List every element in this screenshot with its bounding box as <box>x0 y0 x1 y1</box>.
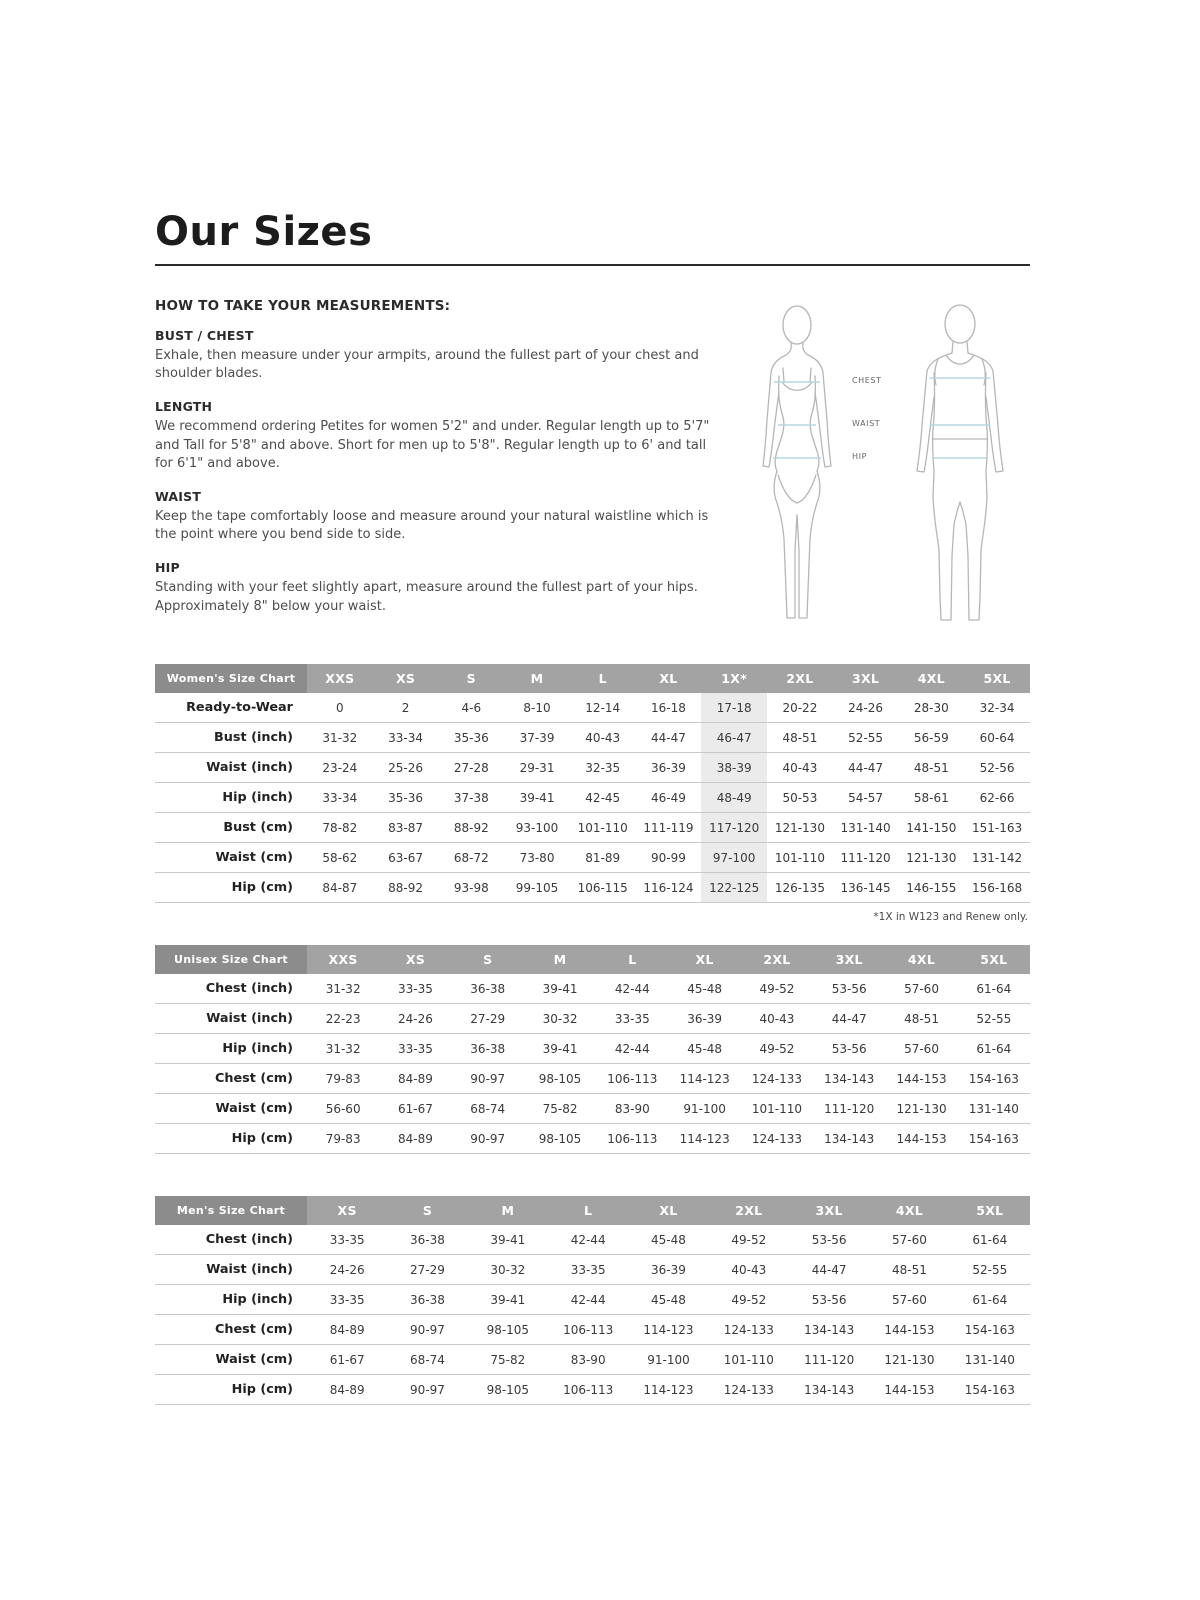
row-label: Chest (cm) <box>215 1071 293 1086</box>
size-column-header: 3XL <box>813 945 885 974</box>
table-row <box>155 1345 1030 1375</box>
size-value-cell: 106-113 <box>607 1071 658 1086</box>
size-value-cell: 144-153 <box>884 1382 935 1397</box>
size-value-cell: 61-67 <box>329 1352 365 1367</box>
size-value-cell: 144-153 <box>896 1071 947 1086</box>
size-value-cell: 111-120 <box>804 1352 855 1367</box>
size-value-cell: 111-120 <box>824 1101 875 1116</box>
size-value-cell: 30-32 <box>490 1262 526 1277</box>
size-column-header: M <box>524 945 596 974</box>
size-chart-footnote: *1X in W123 and Renew only. <box>873 911 1028 923</box>
row-label: Waist (inch) <box>206 1011 293 1026</box>
size-value-cell: 114-123 <box>643 1322 694 1337</box>
size-value-cell: 4-6 <box>461 700 482 715</box>
size-value-cell: 42-44 <box>614 1041 650 1056</box>
table-row <box>155 1375 1030 1405</box>
size-value-cell: 23-24 <box>322 760 358 775</box>
size-value-cell: 114-123 <box>679 1131 730 1146</box>
row-label: Chest (cm) <box>215 1322 293 1337</box>
size-value-cell: 114-123 <box>679 1071 730 1086</box>
size-value-cell: 61-64 <box>972 1292 1008 1307</box>
size-table <box>155 1196 1030 1405</box>
size-value-cell: 75-82 <box>490 1352 526 1367</box>
row-label: Hip (cm) <box>231 1131 293 1146</box>
size-value-cell: 117-120 <box>701 813 767 843</box>
size-value-cell: 124-133 <box>723 1322 774 1337</box>
size-value-cell: 116-124 <box>643 880 694 895</box>
row-label: Waist (cm) <box>215 850 293 865</box>
size-value-cell: 83-90 <box>614 1101 650 1116</box>
size-value-cell: 27-28 <box>453 760 489 775</box>
size-column-header: S <box>387 1196 467 1225</box>
size-value-cell: 58-61 <box>913 790 949 805</box>
section-heading: HIP <box>155 560 180 576</box>
size-value-cell: 37-39 <box>519 730 555 745</box>
size-value-cell: 111-120 <box>840 850 891 865</box>
size-value-cell: 146-155 <box>906 880 957 895</box>
section-waist <box>155 489 727 544</box>
table-row <box>155 723 1030 753</box>
page-title: Our Sizes <box>155 209 373 255</box>
size-value-cell: 53-56 <box>831 1041 867 1056</box>
size-column-header: XXS <box>307 945 379 974</box>
size-value-cell: 36-38 <box>410 1232 445 1247</box>
size-value-cell: 91-100 <box>647 1352 690 1367</box>
size-value-cell: 36-38 <box>470 981 506 996</box>
section-body: Exhale, then measure under your armpits, around the fullest part of your chest and shoulder blades. <box>155 348 699 382</box>
size-value-cell: 46-49 <box>651 790 686 805</box>
size-value-cell: 40-43 <box>759 1011 795 1026</box>
size-value-cell: 83-87 <box>388 820 424 835</box>
size-value-cell: 25-26 <box>388 760 424 775</box>
header-row <box>155 1196 1030 1225</box>
size-value-cell: 97-100 <box>701 843 767 873</box>
size-value-cell: 151-163 <box>972 820 1023 835</box>
size-value-cell: 90-97 <box>470 1131 506 1146</box>
size-value-cell: 78-82 <box>322 820 358 835</box>
size-value-cell: 121-130 <box>774 820 825 835</box>
size-column-header: XS <box>373 664 439 693</box>
size-value-cell: 0 <box>336 700 344 715</box>
mens-size-chart <box>155 1196 1030 1405</box>
size-value-cell: 53-56 <box>811 1292 847 1307</box>
size-value-cell: 44-47 <box>651 730 686 745</box>
size-value-cell: 124-133 <box>751 1071 802 1086</box>
size-value-cell: 61-64 <box>976 1041 1012 1056</box>
table-row <box>155 1064 1030 1094</box>
size-value-cell: 73-80 <box>519 850 555 865</box>
size-value-cell: 58-62 <box>322 850 358 865</box>
section-heading: LENGTH <box>155 399 213 415</box>
size-value-cell: 33-35 <box>398 1041 433 1056</box>
size-value-cell: 31-32 <box>325 1041 361 1056</box>
size-value-cell: 8-10 <box>523 700 551 715</box>
size-value-cell: 84-89 <box>329 1322 365 1337</box>
size-column-header: M <box>504 664 570 693</box>
size-value-cell: 52-56 <box>979 760 1015 775</box>
size-value-cell: 131-140 <box>968 1101 1019 1116</box>
size-value-cell: 22-23 <box>325 1011 361 1026</box>
size-value-cell: 156-168 <box>972 880 1023 895</box>
size-value-cell: 31-32 <box>322 730 358 745</box>
size-value-cell: 20-22 <box>782 700 818 715</box>
section-bust-chest <box>155 328 727 383</box>
figure-label-hip: HIP <box>852 452 867 461</box>
size-value-cell: 57-60 <box>892 1292 927 1307</box>
size-value-cell: 61-64 <box>972 1232 1008 1247</box>
row-label: Hip (inch) <box>222 1041 293 1056</box>
row-label: Waist (cm) <box>215 1101 293 1116</box>
woman-figure-illustration <box>745 298 850 646</box>
size-value-cell: 121-130 <box>906 850 957 865</box>
size-value-cell: 81-89 <box>585 850 621 865</box>
size-value-cell: 48-51 <box>782 730 818 745</box>
size-value-cell: 131-142 <box>972 850 1023 865</box>
size-value-cell: 52-55 <box>972 1262 1008 1277</box>
size-value-cell: 57-60 <box>904 1041 939 1056</box>
size-value-cell: 101-110 <box>723 1352 774 1367</box>
size-value-cell: 63-67 <box>388 850 424 865</box>
size-value-cell: 90-97 <box>410 1382 445 1397</box>
size-value-cell: 40-43 <box>782 760 818 775</box>
row-label: Chest (inch) <box>205 981 293 996</box>
size-value-cell: 106-113 <box>607 1131 658 1146</box>
size-value-cell: 53-56 <box>831 981 867 996</box>
size-value-cell: 49-52 <box>731 1292 767 1307</box>
size-value-cell: 36-39 <box>651 1262 686 1277</box>
row-label: Bust (cm) <box>223 820 293 835</box>
size-value-cell: 84-87 <box>322 880 358 895</box>
size-value-cell: 84-89 <box>398 1071 433 1086</box>
size-value-cell: 48-51 <box>892 1262 927 1277</box>
size-value-cell: 33-35 <box>398 981 433 996</box>
instructions-text-column <box>155 298 727 632</box>
size-value-cell: 27-29 <box>470 1011 506 1026</box>
size-value-cell: 36-38 <box>470 1041 506 1056</box>
size-value-cell: 24-26 <box>848 700 884 715</box>
table-row <box>155 1094 1030 1124</box>
section-hip <box>155 560 727 615</box>
size-value-cell: 45-48 <box>651 1232 686 1247</box>
table-title: Unisex Size Chart <box>155 945 307 974</box>
table-row <box>155 1315 1030 1345</box>
size-value-cell: 106-113 <box>563 1322 614 1337</box>
title-divider <box>155 264 1030 266</box>
size-value-cell: 122-125 <box>701 873 767 903</box>
measurement-figures <box>745 298 1030 646</box>
size-value-cell: 36-39 <box>687 1011 723 1026</box>
size-value-cell: 56-60 <box>325 1101 361 1116</box>
size-value-cell: 42-44 <box>614 981 650 996</box>
size-column-header: M <box>468 1196 548 1225</box>
size-value-cell: 90-97 <box>470 1071 506 1086</box>
size-value-cell: 30-32 <box>542 1011 578 1026</box>
size-column-header: L <box>548 1196 628 1225</box>
size-value-cell: 44-47 <box>811 1262 847 1277</box>
size-value-cell: 61-64 <box>976 981 1012 996</box>
size-value-cell: 40-43 <box>731 1262 767 1277</box>
size-value-cell: 101-110 <box>774 850 825 865</box>
row-label: Waist (inch) <box>206 1262 293 1277</box>
size-value-cell: 68-74 <box>470 1101 506 1116</box>
man-figure-illustration <box>890 298 1030 646</box>
size-value-cell: 38-39 <box>701 753 767 783</box>
table-title: Women's Size Chart <box>155 664 307 693</box>
size-value-cell: 90-97 <box>410 1322 445 1337</box>
size-column-header: 4XL <box>885 945 957 974</box>
row-label: Ready-to-Wear <box>186 700 293 715</box>
size-value-cell: 134-143 <box>804 1322 855 1337</box>
size-value-cell: 121-130 <box>896 1101 947 1116</box>
size-value-cell: 33-35 <box>329 1232 365 1247</box>
size-column-header: 4XL <box>898 664 964 693</box>
size-value-cell: 24-26 <box>398 1011 433 1026</box>
size-column-header: XL <box>628 1196 708 1225</box>
table-row <box>155 1285 1030 1315</box>
table-row <box>155 974 1030 1004</box>
size-value-cell: 2 <box>401 700 410 715</box>
size-value-cell: 106-115 <box>577 880 628 895</box>
section-body: Keep the tape comfortably loose and measure around your natural waistline which is the point where you bend side to side. <box>155 508 709 543</box>
size-value-cell: 57-60 <box>904 981 939 996</box>
size-value-cell: 134-143 <box>824 1131 875 1146</box>
row-label: Waist (inch) <box>206 760 293 775</box>
size-value-cell: 39-41 <box>542 1041 578 1056</box>
size-value-cell: 27-29 <box>410 1262 445 1277</box>
size-value-cell: 16-18 <box>651 700 686 715</box>
size-value-cell: 44-47 <box>848 760 884 775</box>
measurement-instructions <box>155 298 1030 646</box>
size-column-header: XS <box>379 945 451 974</box>
size-value-cell: 83-90 <box>570 1352 606 1367</box>
size-value-cell: 17-18 <box>701 693 767 723</box>
size-value-cell: 56-59 <box>913 730 949 745</box>
size-value-cell: 31-32 <box>325 981 361 996</box>
table-row <box>155 1034 1030 1064</box>
table-row <box>155 783 1030 813</box>
size-value-cell: 33-35 <box>570 1262 606 1277</box>
size-value-cell: 93-98 <box>453 880 489 895</box>
size-value-cell: 144-153 <box>896 1131 947 1146</box>
size-table <box>155 664 1030 903</box>
size-value-cell: 141-150 <box>906 820 957 835</box>
size-value-cell: 154-163 <box>968 1131 1019 1146</box>
size-value-cell: 62-66 <box>979 790 1015 805</box>
size-value-cell: 68-72 <box>453 850 489 865</box>
size-column-header: L <box>596 945 668 974</box>
size-value-cell: 45-48 <box>687 1041 723 1056</box>
table-row <box>155 843 1030 873</box>
size-value-cell: 48-51 <box>904 1011 939 1026</box>
size-value-cell: 39-41 <box>490 1292 526 1307</box>
size-value-cell: 154-163 <box>964 1382 1015 1397</box>
size-value-cell: 33-34 <box>322 790 358 805</box>
size-column-header: XL <box>636 664 702 693</box>
row-label: Hip (inch) <box>222 790 293 805</box>
size-value-cell: 93-100 <box>515 820 559 835</box>
size-column-header: 4XL <box>869 1196 949 1225</box>
size-value-cell: 121-130 <box>884 1352 935 1367</box>
size-column-header: 5XL <box>964 664 1030 693</box>
section-body: Standing with your feet slightly apart, measure around the fullest part of your hips. Approximately 8" below your waist. <box>155 580 698 614</box>
size-value-cell: 91-100 <box>683 1101 726 1116</box>
size-value-cell: 60-64 <box>979 730 1015 745</box>
size-value-cell: 54-57 <box>848 790 884 805</box>
size-value-cell: 98-105 <box>538 1131 582 1146</box>
size-column-header: 5XL <box>950 1196 1030 1225</box>
size-value-cell: 48-49 <box>701 783 767 813</box>
size-value-cell: 99-105 <box>515 880 559 895</box>
how-to-heading: HOW TO TAKE YOUR MEASUREMENTS: <box>155 298 451 314</box>
size-value-cell: 28-30 <box>913 700 949 715</box>
size-value-cell: 98-105 <box>486 1322 530 1337</box>
size-value-cell: 29-31 <box>519 760 555 775</box>
size-value-cell: 124-133 <box>751 1131 802 1146</box>
figure-label-waist: WAIST <box>852 419 881 428</box>
size-value-cell: 114-123 <box>643 1382 694 1397</box>
size-value-cell: 61-67 <box>398 1101 433 1116</box>
size-value-cell: 49-52 <box>731 1232 767 1247</box>
size-value-cell: 33-35 <box>614 1011 650 1026</box>
row-label: Waist (cm) <box>215 1352 293 1367</box>
size-value-cell: 46-47 <box>701 723 767 753</box>
row-label: Bust (inch) <box>214 730 293 745</box>
size-column-header: XS <box>307 1196 387 1225</box>
table-row <box>155 1004 1030 1034</box>
size-value-cell: 154-163 <box>968 1071 1019 1086</box>
size-value-cell: 79-83 <box>325 1071 361 1086</box>
size-value-cell: 88-92 <box>453 820 489 835</box>
size-value-cell: 98-105 <box>538 1071 582 1086</box>
size-value-cell: 49-52 <box>759 981 795 996</box>
table-row <box>155 813 1030 843</box>
section-heading: BUST / CHEST <box>155 328 254 343</box>
size-column-header: 2XL <box>741 945 813 974</box>
size-column-header: L <box>570 664 636 693</box>
size-value-cell: 52-55 <box>976 1011 1012 1026</box>
size-value-cell: 45-48 <box>687 981 723 996</box>
size-value-cell: 134-143 <box>824 1071 875 1086</box>
size-value-cell: 12-14 <box>585 700 621 715</box>
size-column-header: XL <box>668 945 740 974</box>
size-value-cell: 39-41 <box>519 790 555 805</box>
table-title: Men's Size Chart <box>155 1196 307 1225</box>
size-value-cell: 98-105 <box>486 1382 530 1397</box>
table-row <box>155 693 1030 723</box>
size-value-cell: 36-39 <box>651 760 686 775</box>
row-label: Hip (cm) <box>231 880 293 895</box>
size-value-cell: 88-92 <box>388 880 424 895</box>
size-value-cell: 39-41 <box>542 981 578 996</box>
size-value-cell: 44-47 <box>831 1011 867 1026</box>
size-value-cell: 126-135 <box>774 880 825 895</box>
section-body: We recommend ordering Petites for women 5'2" and under. Regular length up to 5'7" and Tall for 5'8" and above. Short for men up to 5'8". Regular length up to 6' and tall for 6'1" and above. <box>155 419 710 471</box>
figure-label-chest: CHEST <box>852 376 882 385</box>
row-label: Hip (inch) <box>222 1292 293 1307</box>
size-column-header: 1X* <box>701 664 767 693</box>
section-length <box>155 399 727 473</box>
size-value-cell: 84-89 <box>398 1131 433 1146</box>
size-column-header: S <box>452 945 524 974</box>
size-value-cell: 75-82 <box>542 1101 578 1116</box>
size-value-cell: 101-110 <box>577 820 628 835</box>
size-column-header: 2XL <box>709 1196 789 1225</box>
size-value-cell: 124-133 <box>723 1382 774 1397</box>
size-value-cell: 131-140 <box>964 1352 1015 1367</box>
size-value-cell: 36-38 <box>410 1292 445 1307</box>
size-value-cell: 84-89 <box>329 1382 365 1397</box>
size-value-cell: 35-36 <box>453 730 489 745</box>
size-value-cell: 52-55 <box>848 730 884 745</box>
table-row <box>155 1124 1030 1154</box>
size-value-cell: 106-113 <box>563 1382 614 1397</box>
size-column-header: 3XL <box>789 1196 869 1225</box>
header-row <box>155 945 1030 974</box>
size-value-cell: 42-44 <box>570 1232 606 1247</box>
size-value-cell: 32-34 <box>979 700 1015 715</box>
unisex-size-chart <box>155 945 1030 1154</box>
size-column-header: S <box>438 664 504 693</box>
size-guide-page <box>155 0 1030 1405</box>
size-value-cell: 39-41 <box>490 1232 526 1247</box>
size-value-cell: 90-99 <box>651 850 686 865</box>
size-value-cell: 24-26 <box>329 1262 365 1277</box>
table-row <box>155 873 1030 903</box>
size-value-cell: 49-52 <box>759 1041 795 1056</box>
row-label: Chest (inch) <box>205 1232 293 1247</box>
size-value-cell: 53-56 <box>811 1232 847 1247</box>
size-value-cell: 48-51 <box>913 760 949 775</box>
size-value-cell: 32-35 <box>585 760 621 775</box>
size-column-header: 3XL <box>833 664 899 693</box>
size-value-cell: 33-34 <box>388 730 424 745</box>
size-value-cell: 50-53 <box>782 790 818 805</box>
size-value-cell: 79-83 <box>325 1131 361 1146</box>
size-value-cell: 40-43 <box>585 730 621 745</box>
size-value-cell: 42-45 <box>585 790 621 805</box>
size-value-cell: 111-119 <box>643 820 694 835</box>
size-value-cell: 136-145 <box>840 880 891 895</box>
size-value-cell: 57-60 <box>892 1232 927 1247</box>
size-column-header: 2XL <box>767 664 833 693</box>
size-value-cell: 35-36 <box>388 790 424 805</box>
size-value-cell: 33-35 <box>329 1292 365 1307</box>
table-row <box>155 1225 1030 1255</box>
size-value-cell: 37-38 <box>453 790 489 805</box>
womens-size-chart <box>155 664 1030 903</box>
header-row <box>155 664 1030 693</box>
size-value-cell: 101-110 <box>751 1101 802 1116</box>
table-row <box>155 753 1030 783</box>
size-value-cell: 134-143 <box>804 1382 855 1397</box>
size-value-cell: 131-140 <box>840 820 891 835</box>
size-value-cell: 154-163 <box>964 1322 1015 1337</box>
size-value-cell: 42-44 <box>570 1292 606 1307</box>
size-column-header: XXS <box>307 664 373 693</box>
table-row <box>155 1255 1030 1285</box>
row-label: Hip (cm) <box>231 1382 293 1397</box>
size-value-cell: 144-153 <box>884 1322 935 1337</box>
size-table <box>155 945 1030 1154</box>
section-heading: WAIST <box>155 488 202 504</box>
size-column-header: 5XL <box>958 945 1030 974</box>
size-value-cell: 68-74 <box>410 1352 445 1367</box>
size-value-cell: 45-48 <box>651 1292 686 1307</box>
